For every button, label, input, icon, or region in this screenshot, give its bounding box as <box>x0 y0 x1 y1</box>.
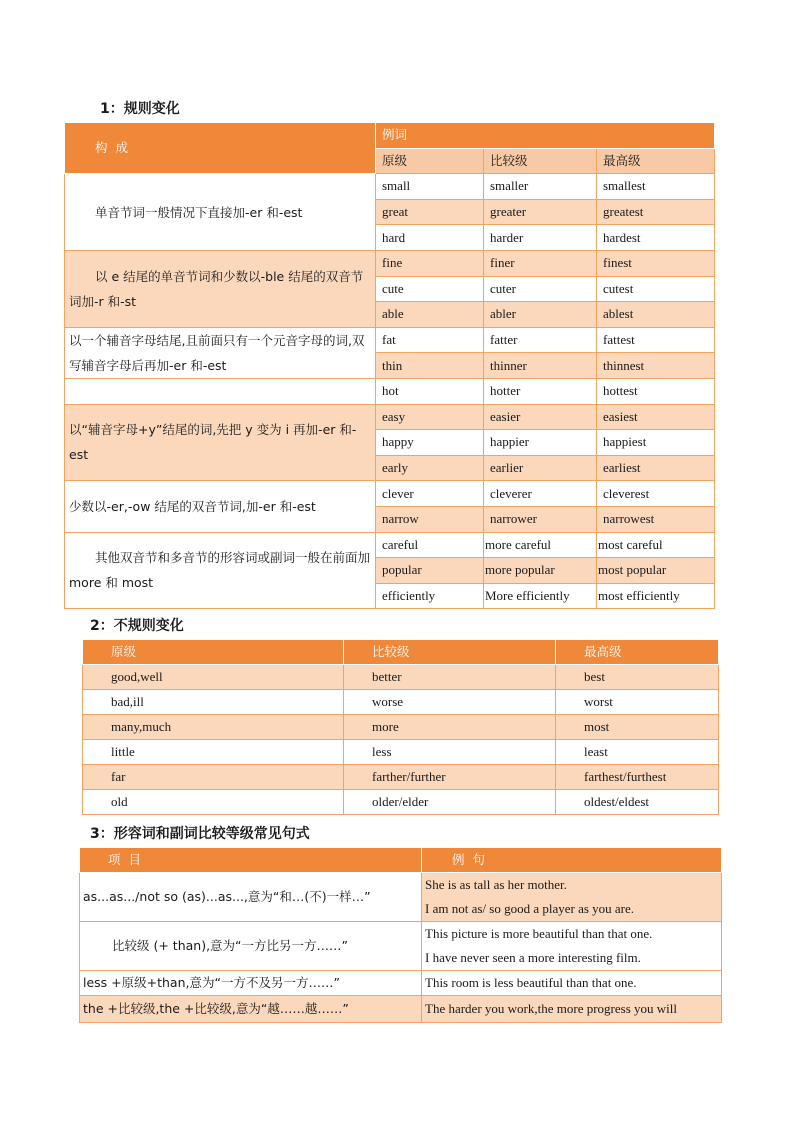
positive-cell: good,well <box>83 665 344 690</box>
header-positive: 原级 <box>83 640 344 665</box>
example-sentence: I have never seen a more interesting film. <box>425 950 641 965</box>
positive-cell: easy <box>376 404 484 430</box>
positive-cell: happy <box>376 430 484 456</box>
header-comparative: 比较级 <box>344 640 556 665</box>
comparative-cell: harder <box>484 225 597 251</box>
sentence-patterns-table <box>79 847 722 1023</box>
positive-cell: narrow <box>376 506 484 532</box>
pattern-examples <box>422 873 722 922</box>
positive-cell: thin <box>376 353 484 379</box>
positive-cell: hot <box>376 378 484 404</box>
comparative-cell: older/elder <box>344 790 556 815</box>
comparative-cell: cleverer <box>484 481 597 507</box>
superlative-cell: cutest <box>597 276 715 302</box>
example-sentence: She is as tall as her mother. <box>425 877 567 892</box>
header-superlative: 最高级 <box>597 148 715 174</box>
comparative-cell: smaller <box>484 174 597 200</box>
superlative-cell: oldest/eldest <box>556 790 719 815</box>
positive-cell: far <box>83 765 344 790</box>
superlative-cell: greatest <box>597 199 715 225</box>
rule-cell: 以 e 结尾的单音节词和少数以-ble 结尾的双音节词加-r 和-st <box>65 250 376 327</box>
comparative-cell: more popular <box>484 558 597 584</box>
positive-cell: small <box>376 174 484 200</box>
rule-cell: 少数以-er,-ow 结尾的双音节词,加-er 和-est <box>65 481 376 532</box>
comparative-cell: abler <box>484 302 597 328</box>
positive-cell: popular <box>376 558 484 584</box>
superlative-cell: most popular <box>597 558 715 584</box>
comparative-cell: thinner <box>484 353 597 379</box>
superlative-cell: cleverest <box>597 481 715 507</box>
superlative-cell: best <box>556 665 719 690</box>
positive-cell: fat <box>376 327 484 353</box>
rule-cell: 以一个辅音字母结尾,且前面只有一个元音字母的词,双写辅音字母后再加-er 和-est <box>65 327 376 378</box>
comparative-cell: more careful <box>484 532 597 558</box>
superlative-cell: most <box>556 715 719 740</box>
example-sentence: This room is less beautiful than that one. <box>422 971 722 996</box>
superlative-cell: hardest <box>597 225 715 251</box>
superlative-cell: smallest <box>597 174 715 200</box>
positive-cell: cute <box>376 276 484 302</box>
header-item: 项 目 <box>80 848 422 873</box>
header-examples: 例词 <box>376 123 715 149</box>
positive-cell: early <box>376 455 484 481</box>
positive-cell: many,much <box>83 715 344 740</box>
positive-cell: great <box>376 199 484 225</box>
superlative-cell: worst <box>556 690 719 715</box>
superlative-cell: least <box>556 740 719 765</box>
superlative-cell: easiest <box>597 404 715 430</box>
comparative-cell: easier <box>484 404 597 430</box>
example-sentence: This picture is more beautiful than that one. <box>425 926 653 941</box>
example-sentence: The harder you work,the more progress you will <box>422 996 722 1023</box>
comparative-cell: hotter <box>484 378 597 404</box>
superlative-cell: hottest <box>597 378 715 404</box>
comparative-cell: greater <box>484 199 597 225</box>
section2-heading: 2：不规则变化 <box>90 618 184 634</box>
comparative-cell: better <box>344 665 556 690</box>
pattern-item: less +原级+than,意为“一方不及另一方……” <box>80 971 422 996</box>
example-sentence: I am not as/ so good a player as you are. <box>425 901 635 916</box>
positive-cell: little <box>83 740 344 765</box>
comparative-cell: more <box>344 715 556 740</box>
section3-heading: 3：形容词和副词比较等级常见句式 <box>90 826 310 842</box>
header-structure: 构 成 <box>65 123 376 174</box>
comparative-cell: narrower <box>484 506 597 532</box>
pattern-examples <box>422 922 722 971</box>
pattern-item: the +比较级,the +比较级,意为“越……越……” <box>80 996 422 1023</box>
header-comparative: 比较级 <box>484 148 597 174</box>
rule-cell <box>65 378 376 404</box>
comparative-cell: finer <box>484 250 597 276</box>
superlative-cell: farthest/furthest <box>556 765 719 790</box>
rule-cell: 其他双音节和多音节的形容词或副词一般在前面加 more 和 most <box>65 532 376 609</box>
comparative-cell: fatter <box>484 327 597 353</box>
section1-heading: 1：规则变化 <box>100 101 180 117</box>
positive-cell: clever <box>376 481 484 507</box>
comparative-cell: More efficiently <box>484 583 597 609</box>
comparative-cell: earlier <box>484 455 597 481</box>
comparative-cell: worse <box>344 690 556 715</box>
comparative-cell: less <box>344 740 556 765</box>
superlative-cell: most efficiently <box>597 583 715 609</box>
positive-cell: able <box>376 302 484 328</box>
comparative-cell: cuter <box>484 276 597 302</box>
pattern-item: 比较级 (+ than),意为“一方比另一方……” <box>80 922 422 971</box>
rule-cell: 单音节词一般情况下直接加-er 和-est <box>65 174 376 251</box>
superlative-cell: most careful <box>597 532 715 558</box>
superlative-cell: happiest <box>597 430 715 456</box>
comparative-cell: happier <box>484 430 597 456</box>
superlative-cell: earliest <box>597 455 715 481</box>
positive-cell: careful <box>376 532 484 558</box>
header-superlative: 最高级 <box>556 640 719 665</box>
positive-cell: efficiently <box>376 583 484 609</box>
superlative-cell: fattest <box>597 327 715 353</box>
positive-cell: bad,ill <box>83 690 344 715</box>
header-examples: 例 句 <box>422 848 722 873</box>
pattern-item: as...as.../not so (as)...as...,意为“和…(不)一样…” <box>80 873 422 922</box>
header-positive: 原级 <box>376 148 484 174</box>
superlative-cell: finest <box>597 250 715 276</box>
regular-comparison-table <box>64 122 715 609</box>
superlative-cell: narrowest <box>597 506 715 532</box>
positive-cell: old <box>83 790 344 815</box>
positive-cell: fine <box>376 250 484 276</box>
superlative-cell: ablest <box>597 302 715 328</box>
rule-cell: 以“辅音字母+y”结尾的词,先把 y 变为 i 再加-er 和-est <box>65 404 376 481</box>
irregular-comparison-table <box>82 639 719 815</box>
superlative-cell: thinnest <box>597 353 715 379</box>
positive-cell: hard <box>376 225 484 251</box>
comparative-cell: farther/further <box>344 765 556 790</box>
